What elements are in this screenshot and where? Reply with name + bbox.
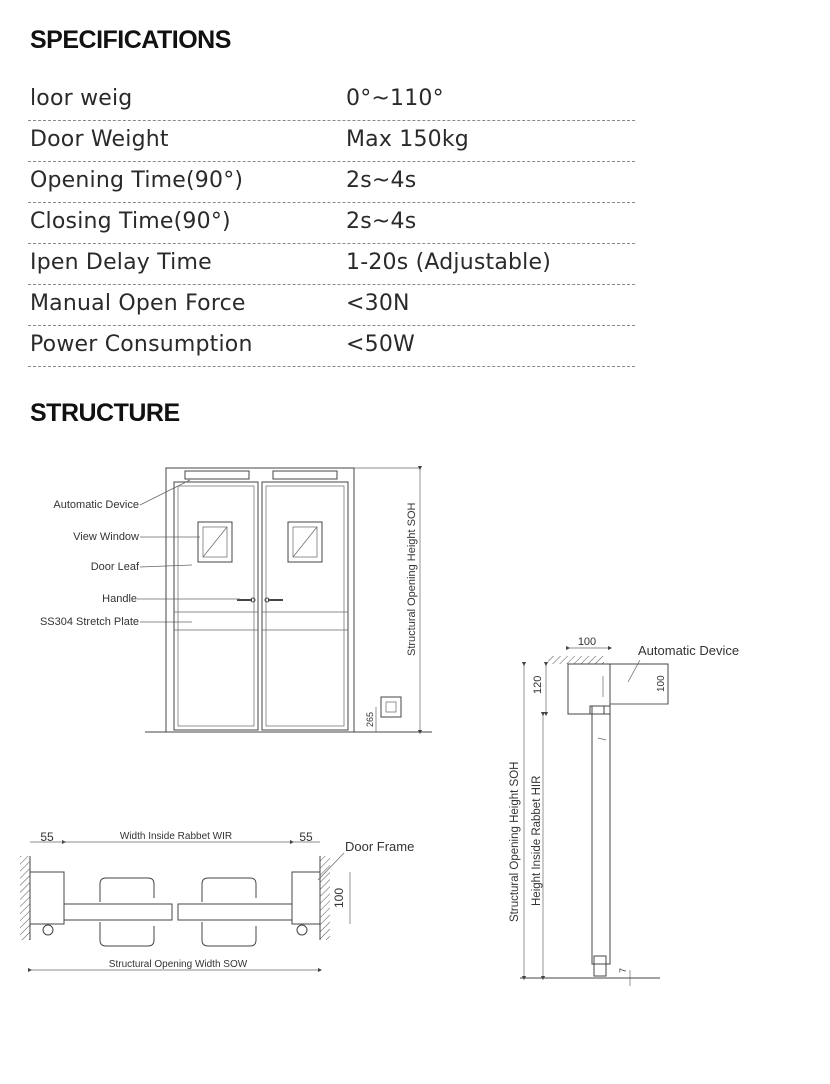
dim-100-side: 100 <box>656 675 667 692</box>
ceiling <box>548 656 604 664</box>
plan-leaf-right <box>178 904 292 920</box>
section-automatic-device-label: Automatic Device <box>638 643 740 658</box>
specifications-heading: SPECIFICATIONS <box>30 26 231 54</box>
spec-value: 1-20s (Adjustable) <box>346 250 552 275</box>
dim-120: 120 <box>532 675 544 694</box>
structure-heading: STRUCTURE <box>30 399 180 427</box>
wir-label: Width Inside Rabbet WIR <box>119 831 233 842</box>
dim-55-right: 55 <box>299 830 313 844</box>
spec-value: Max 150kg <box>346 127 469 152</box>
spec-label: Opening Time(90°) <box>30 168 244 193</box>
spec-label: Closing Time(90°) <box>30 209 231 234</box>
section-door-leaf <box>592 706 610 964</box>
callout-handle: Handle <box>102 593 137 605</box>
spec-value: 2s~4s <box>346 168 417 193</box>
wall-left <box>20 856 30 940</box>
frame-left <box>30 872 64 924</box>
soh-label-front: Structural Opening Height SOH <box>406 502 418 656</box>
dim-100-plan: 100 <box>332 887 346 908</box>
dim-7: 7 <box>618 967 628 973</box>
plan-handle-left <box>100 878 154 902</box>
spec-label: Door Weight <box>30 127 169 152</box>
spec-value: <30N <box>346 291 410 316</box>
spec-label: Power Consumption <box>30 332 253 357</box>
callout-door-leaf: Door Leaf <box>90 561 139 573</box>
dim-100-top: 100 <box>577 636 597 648</box>
door-leaf-right <box>262 482 348 730</box>
front-elevation-drawing <box>40 468 432 732</box>
soh-label-section: Structural Opening Height SOH <box>509 761 521 922</box>
callout-view-window: View Window <box>73 531 139 543</box>
plan-view-drawing <box>20 830 414 970</box>
dim-265: 265 <box>365 711 375 727</box>
spec-label: Manual Open Force <box>30 291 246 316</box>
spec-label: Ipen Delay Time <box>30 250 212 275</box>
spec-label: loor weig <box>30 86 133 111</box>
callout-automatic-device: Automatic Device <box>53 499 139 511</box>
spec-value: 0°~110° <box>346 86 444 111</box>
section-view-drawing <box>509 636 739 986</box>
switch-box <box>381 697 401 717</box>
sow-label: Structural Opening Width SOW <box>108 959 248 970</box>
spec-value: 2s~4s <box>346 209 417 234</box>
frame-right <box>292 872 320 924</box>
hir-label: Height Inside Rabbet HIR <box>531 775 543 906</box>
automatic-device-left <box>185 471 249 479</box>
plan-handle-right <box>202 878 256 902</box>
callout-stretch-plate: SS304 Stretch Plate <box>39 616 139 628</box>
spec-value: <50W <box>346 332 415 357</box>
section-door-bottom <box>594 956 606 976</box>
door-leaf-left <box>174 482 258 730</box>
door-frame-outline <box>166 468 354 732</box>
dim-55-left: 55 <box>40 830 54 844</box>
automatic-device-right <box>273 471 337 479</box>
plan-leaf-left <box>64 904 172 920</box>
door-frame-label: Door Frame <box>345 839 415 854</box>
